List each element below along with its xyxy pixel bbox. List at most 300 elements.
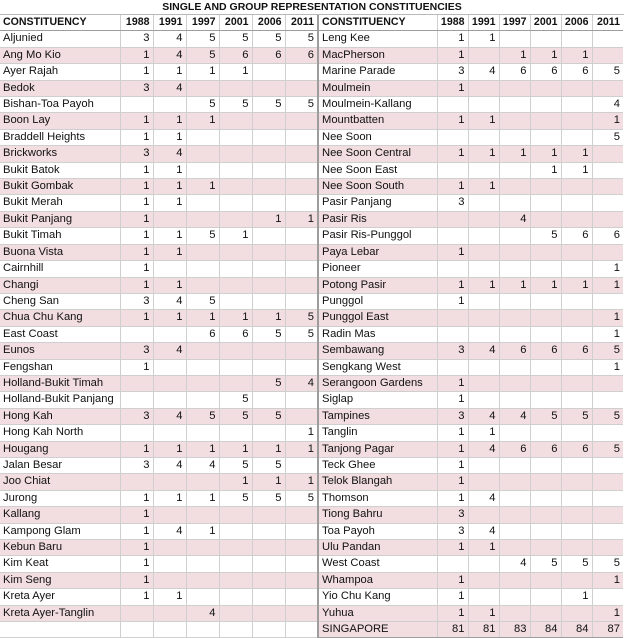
seat-count: 5 [186, 31, 219, 47]
table-row [319, 261, 623, 277]
seat-count [219, 195, 252, 211]
seat-count [437, 228, 468, 244]
seat-count [468, 572, 499, 588]
seat-count [285, 146, 318, 162]
total-count: 87 [592, 622, 623, 638]
constituency-name: West Coast [319, 556, 437, 572]
sheet-title: SINGLE AND GROUP REPRESENTATION CONSTITUENCIES [0, 0, 624, 15]
constituency-name: Kallang [0, 507, 120, 523]
seat-count [219, 359, 252, 375]
constituency-name: Aljunied [0, 31, 120, 47]
seat-count: 4 [153, 343, 186, 359]
seat-count [592, 457, 623, 473]
year-header: 1991 [468, 15, 499, 31]
seat-count: 1 [437, 441, 468, 457]
table-row [0, 277, 318, 293]
seat-count: 1 [468, 113, 499, 129]
seat-count: 5 [186, 293, 219, 309]
seat-count: 1 [499, 277, 530, 293]
constituency-name: Hougang [0, 441, 120, 457]
seat-count: 1 [153, 129, 186, 145]
seat-count [499, 80, 530, 96]
seat-count [186, 211, 219, 227]
seat-count [530, 572, 561, 588]
seat-count [153, 556, 186, 572]
seat-count [530, 425, 561, 441]
seat-count [219, 162, 252, 178]
seat-count [285, 457, 318, 473]
seat-count: 1 [219, 474, 252, 490]
seat-count: 1 [437, 80, 468, 96]
seat-count [285, 129, 318, 145]
constituency-name: Moulmein [319, 80, 437, 96]
seat-count [530, 326, 561, 342]
constituency-name: Kampong Glam [0, 523, 120, 539]
seat-count: 1 [561, 146, 592, 162]
seat-count [592, 392, 623, 408]
seat-count [530, 589, 561, 605]
seat-count: 4 [153, 408, 186, 424]
seat-count: 5 [285, 97, 318, 113]
constituency-name: Nee Soon Central [319, 146, 437, 162]
seat-count [561, 490, 592, 506]
seat-count: 1 [120, 490, 153, 506]
seat-count [530, 195, 561, 211]
seat-count [285, 556, 318, 572]
seat-count: 1 [153, 195, 186, 211]
seat-count [561, 31, 592, 47]
seat-count [592, 244, 623, 260]
constituency-name: Yuhua [319, 605, 437, 621]
seat-count: 1 [561, 589, 592, 605]
seat-count [530, 261, 561, 277]
table-row [0, 31, 318, 47]
seat-count [468, 80, 499, 96]
year-header: 1988 [120, 15, 153, 31]
seat-count: 5 [219, 392, 252, 408]
seat-count [285, 343, 318, 359]
seat-count [592, 47, 623, 63]
year-header: 1997 [499, 15, 530, 31]
seat-count: 1 [153, 64, 186, 80]
seat-count [437, 359, 468, 375]
seat-count: 1 [186, 113, 219, 129]
seat-count [592, 474, 623, 490]
seat-count [285, 293, 318, 309]
seat-count: 6 [530, 343, 561, 359]
table-row [0, 179, 318, 195]
seat-count [120, 326, 153, 342]
seat-count: 1 [219, 441, 252, 457]
seat-count: 3 [120, 31, 153, 47]
seat-count: 4 [153, 293, 186, 309]
seat-count [219, 375, 252, 391]
seat-count [186, 261, 219, 277]
table-row [319, 113, 623, 129]
seat-count [530, 179, 561, 195]
seat-count [499, 359, 530, 375]
year-header: 2006 [561, 15, 592, 31]
seat-count: 4 [153, 523, 186, 539]
constituency-name: Tanjong Pagar [319, 441, 437, 457]
table-row [0, 375, 318, 391]
seat-count [530, 490, 561, 506]
total-label: SINGAPORE [319, 622, 437, 638]
seat-count: 1 [120, 195, 153, 211]
seat-count [186, 589, 219, 605]
constituency-name: Nee Soon East [319, 162, 437, 178]
seat-count [252, 129, 285, 145]
constituency-name: Bishan-Toa Payoh [0, 97, 120, 113]
seat-count: 6 [252, 47, 285, 63]
constituency-name: Kim Keat [0, 556, 120, 572]
empty-cell [219, 622, 252, 638]
year-header: 2001 [530, 15, 561, 31]
seat-count [437, 261, 468, 277]
seat-count [219, 113, 252, 129]
seat-count: 1 [120, 277, 153, 293]
seat-count [285, 572, 318, 588]
constituency-name: Kreta Ayer-Tanglin [0, 605, 120, 621]
seat-count [499, 425, 530, 441]
table-row [0, 425, 318, 441]
table-row [319, 326, 623, 342]
table-row [319, 457, 623, 473]
seat-count: 1 [592, 605, 623, 621]
seat-count [285, 507, 318, 523]
seat-count [186, 392, 219, 408]
seat-count: 5 [252, 326, 285, 342]
table-row [0, 146, 318, 162]
seat-count: 1 [252, 474, 285, 490]
empty-cell [252, 622, 285, 638]
seat-count: 1 [252, 310, 285, 326]
constituency-name: Marine Parade [319, 64, 437, 80]
table-row [319, 605, 623, 621]
table-row [319, 31, 623, 47]
seat-count: 1 [561, 47, 592, 63]
table-row [319, 425, 623, 441]
table-row [0, 64, 318, 80]
seat-count [561, 97, 592, 113]
seat-count [285, 540, 318, 556]
seat-count: 1 [219, 64, 252, 80]
table-row [319, 162, 623, 178]
empty-cell [285, 622, 318, 638]
seat-count: 1 [468, 425, 499, 441]
seat-count [561, 129, 592, 145]
seat-count: 5 [186, 228, 219, 244]
seat-count: 5 [285, 326, 318, 342]
constituency-name: Nee Soon [319, 129, 437, 145]
seat-count: 5 [219, 490, 252, 506]
seat-count [186, 80, 219, 96]
seat-count: 5 [252, 457, 285, 473]
seat-count [592, 146, 623, 162]
seat-count [468, 457, 499, 473]
seat-count: 3 [120, 80, 153, 96]
seat-count [219, 261, 252, 277]
seat-count: 4 [153, 80, 186, 96]
seat-count [592, 293, 623, 309]
header-row-right [319, 15, 623, 31]
constituency-name: Bukit Gombak [0, 179, 120, 195]
table-row [319, 490, 623, 506]
table-row [319, 244, 623, 260]
seat-count [530, 293, 561, 309]
total-count: 81 [468, 622, 499, 638]
seat-count [153, 540, 186, 556]
seat-count [499, 293, 530, 309]
seat-count: 4 [186, 605, 219, 621]
seat-count: 5 [561, 408, 592, 424]
seat-count [120, 392, 153, 408]
constituency-table-left [0, 15, 319, 638]
seat-count [499, 457, 530, 473]
seat-count [186, 375, 219, 391]
seat-count: 1 [120, 556, 153, 572]
seat-count: 1 [153, 228, 186, 244]
constituency-table-right [319, 15, 623, 638]
seat-count [120, 97, 153, 113]
table-row [0, 589, 318, 605]
seat-count: 1 [120, 507, 153, 523]
seat-count [561, 425, 592, 441]
seat-count [252, 392, 285, 408]
seat-count [252, 244, 285, 260]
seat-count [285, 195, 318, 211]
seat-count [499, 129, 530, 145]
seat-count [468, 97, 499, 113]
seat-count [252, 80, 285, 96]
seat-count: 3 [437, 343, 468, 359]
table-row [0, 129, 318, 145]
seat-count: 5 [186, 47, 219, 63]
table-row [0, 113, 318, 129]
table-row [319, 375, 623, 391]
seat-count [153, 97, 186, 113]
seat-count: 1 [437, 375, 468, 391]
seat-count [186, 244, 219, 260]
constituency-name: Joo Chiat [0, 474, 120, 490]
constituency-name: Thomson [319, 490, 437, 506]
seat-count: 6 [219, 47, 252, 63]
table-row [319, 64, 623, 80]
seat-count [219, 605, 252, 621]
constituency-name: Eunos [0, 343, 120, 359]
seat-count [437, 326, 468, 342]
table-row [319, 310, 623, 326]
seat-count: 1 [592, 277, 623, 293]
seat-count: 5 [592, 343, 623, 359]
seat-count: 1 [437, 113, 468, 129]
seat-count [219, 343, 252, 359]
table-row [0, 97, 318, 113]
seat-count: 6 [219, 326, 252, 342]
seat-count [592, 490, 623, 506]
constituency-name: Jalan Besar [0, 457, 120, 473]
seat-count [499, 605, 530, 621]
seat-count [120, 605, 153, 621]
table-row [319, 343, 623, 359]
seat-count: 1 [186, 64, 219, 80]
seat-count: 1 [561, 277, 592, 293]
seat-count [219, 129, 252, 145]
seat-count [468, 359, 499, 375]
seat-count: 1 [252, 441, 285, 457]
seat-count: 4 [153, 47, 186, 63]
table-row [319, 392, 623, 408]
seat-count [499, 310, 530, 326]
seat-count: 1 [219, 310, 252, 326]
year-header: 2011 [592, 15, 623, 31]
constituency-name: Moulmein-Kallang [319, 97, 437, 113]
seat-count [499, 261, 530, 277]
seat-count: 4 [468, 490, 499, 506]
seat-count: 5 [285, 31, 318, 47]
seat-count [285, 113, 318, 129]
seat-count [468, 474, 499, 490]
seat-count: 1 [437, 605, 468, 621]
seat-count: 3 [120, 146, 153, 162]
year-header: 2001 [219, 15, 252, 31]
seat-count [530, 523, 561, 539]
table-row [0, 359, 318, 375]
empty-cell [120, 622, 153, 638]
seat-count: 1 [437, 277, 468, 293]
seat-count [530, 605, 561, 621]
seat-count: 5 [219, 457, 252, 473]
seat-count [153, 326, 186, 342]
seat-count: 6 [561, 441, 592, 457]
seat-count [468, 129, 499, 145]
constituency-name: Pasir Panjang [319, 195, 437, 211]
seat-count [530, 310, 561, 326]
seat-count [530, 244, 561, 260]
seat-count [285, 523, 318, 539]
seat-count: 3 [437, 523, 468, 539]
seat-count [561, 211, 592, 227]
seat-count: 1 [530, 162, 561, 178]
seat-count: 5 [530, 556, 561, 572]
seat-count [561, 474, 592, 490]
table-row [319, 195, 623, 211]
seat-count [499, 589, 530, 605]
seat-count [530, 359, 561, 375]
seat-count: 1 [153, 162, 186, 178]
seat-count: 1 [285, 211, 318, 227]
seat-count: 6 [499, 441, 530, 457]
seat-count: 1 [186, 310, 219, 326]
seat-count: 6 [561, 343, 592, 359]
seat-count [219, 507, 252, 523]
table-row [0, 47, 318, 63]
seat-count [252, 64, 285, 80]
table-row [0, 556, 318, 572]
constituency-name: Tampines [319, 408, 437, 424]
constituency-name: Ang Mo Kio [0, 47, 120, 63]
constituency-name: Cheng San [0, 293, 120, 309]
constituency-header: CONSTITUENCY [0, 15, 120, 31]
seat-count [252, 228, 285, 244]
table-row [0, 441, 318, 457]
seat-count [437, 129, 468, 145]
seat-count: 4 [153, 146, 186, 162]
seat-count [252, 589, 285, 605]
seat-count [153, 359, 186, 375]
table-row [0, 540, 318, 556]
seat-count: 1 [120, 359, 153, 375]
seat-count: 4 [468, 408, 499, 424]
constituency-name: Potong Pasir [319, 277, 437, 293]
table-row [0, 572, 318, 588]
seat-count: 6 [499, 64, 530, 80]
seat-count: 3 [120, 457, 153, 473]
seat-count: 6 [561, 228, 592, 244]
seat-count [530, 507, 561, 523]
empty-cell [0, 622, 120, 638]
seat-count [530, 80, 561, 96]
seat-count [468, 310, 499, 326]
seat-count: 1 [592, 359, 623, 375]
seat-count [153, 425, 186, 441]
seat-count: 4 [153, 457, 186, 473]
seat-count: 5 [252, 97, 285, 113]
table-row [319, 540, 623, 556]
seat-count [530, 113, 561, 129]
seat-count [186, 277, 219, 293]
constituency-name: Teck Ghee [319, 457, 437, 473]
seat-count: 1 [153, 179, 186, 195]
seat-count: 1 [252, 211, 285, 227]
seat-count [592, 162, 623, 178]
seat-count: 4 [499, 556, 530, 572]
table-row [0, 293, 318, 309]
seat-count: 1 [186, 490, 219, 506]
seat-count [561, 375, 592, 391]
seat-count: 6 [186, 326, 219, 342]
seat-count: 1 [186, 441, 219, 457]
constituency-name: Holland-Bukit Timah [0, 375, 120, 391]
seat-count: 6 [561, 64, 592, 80]
seat-count [530, 31, 561, 47]
seat-count: 1 [120, 589, 153, 605]
seat-count [252, 113, 285, 129]
seat-count [561, 326, 592, 342]
seat-count: 1 [186, 179, 219, 195]
seat-count: 4 [468, 64, 499, 80]
constituency-name: Kebun Baru [0, 540, 120, 556]
seat-count: 5 [285, 490, 318, 506]
seat-count [561, 293, 592, 309]
constituency-name: Hong Kah [0, 408, 120, 424]
seat-count [437, 211, 468, 227]
seat-count [120, 425, 153, 441]
constituency-name: Bukit Batok [0, 162, 120, 178]
seat-count: 6 [592, 228, 623, 244]
constituency-name: Brickworks [0, 146, 120, 162]
seat-count [252, 261, 285, 277]
constituency-name: Serangoon Gardens [319, 375, 437, 391]
seat-count: 1 [437, 540, 468, 556]
seat-count [252, 277, 285, 293]
seat-count [285, 228, 318, 244]
table-row [319, 97, 623, 113]
constituency-name: Ulu Pandan [319, 540, 437, 556]
seat-count [219, 589, 252, 605]
constituency-name: Boon Lay [0, 113, 120, 129]
seat-count [592, 523, 623, 539]
